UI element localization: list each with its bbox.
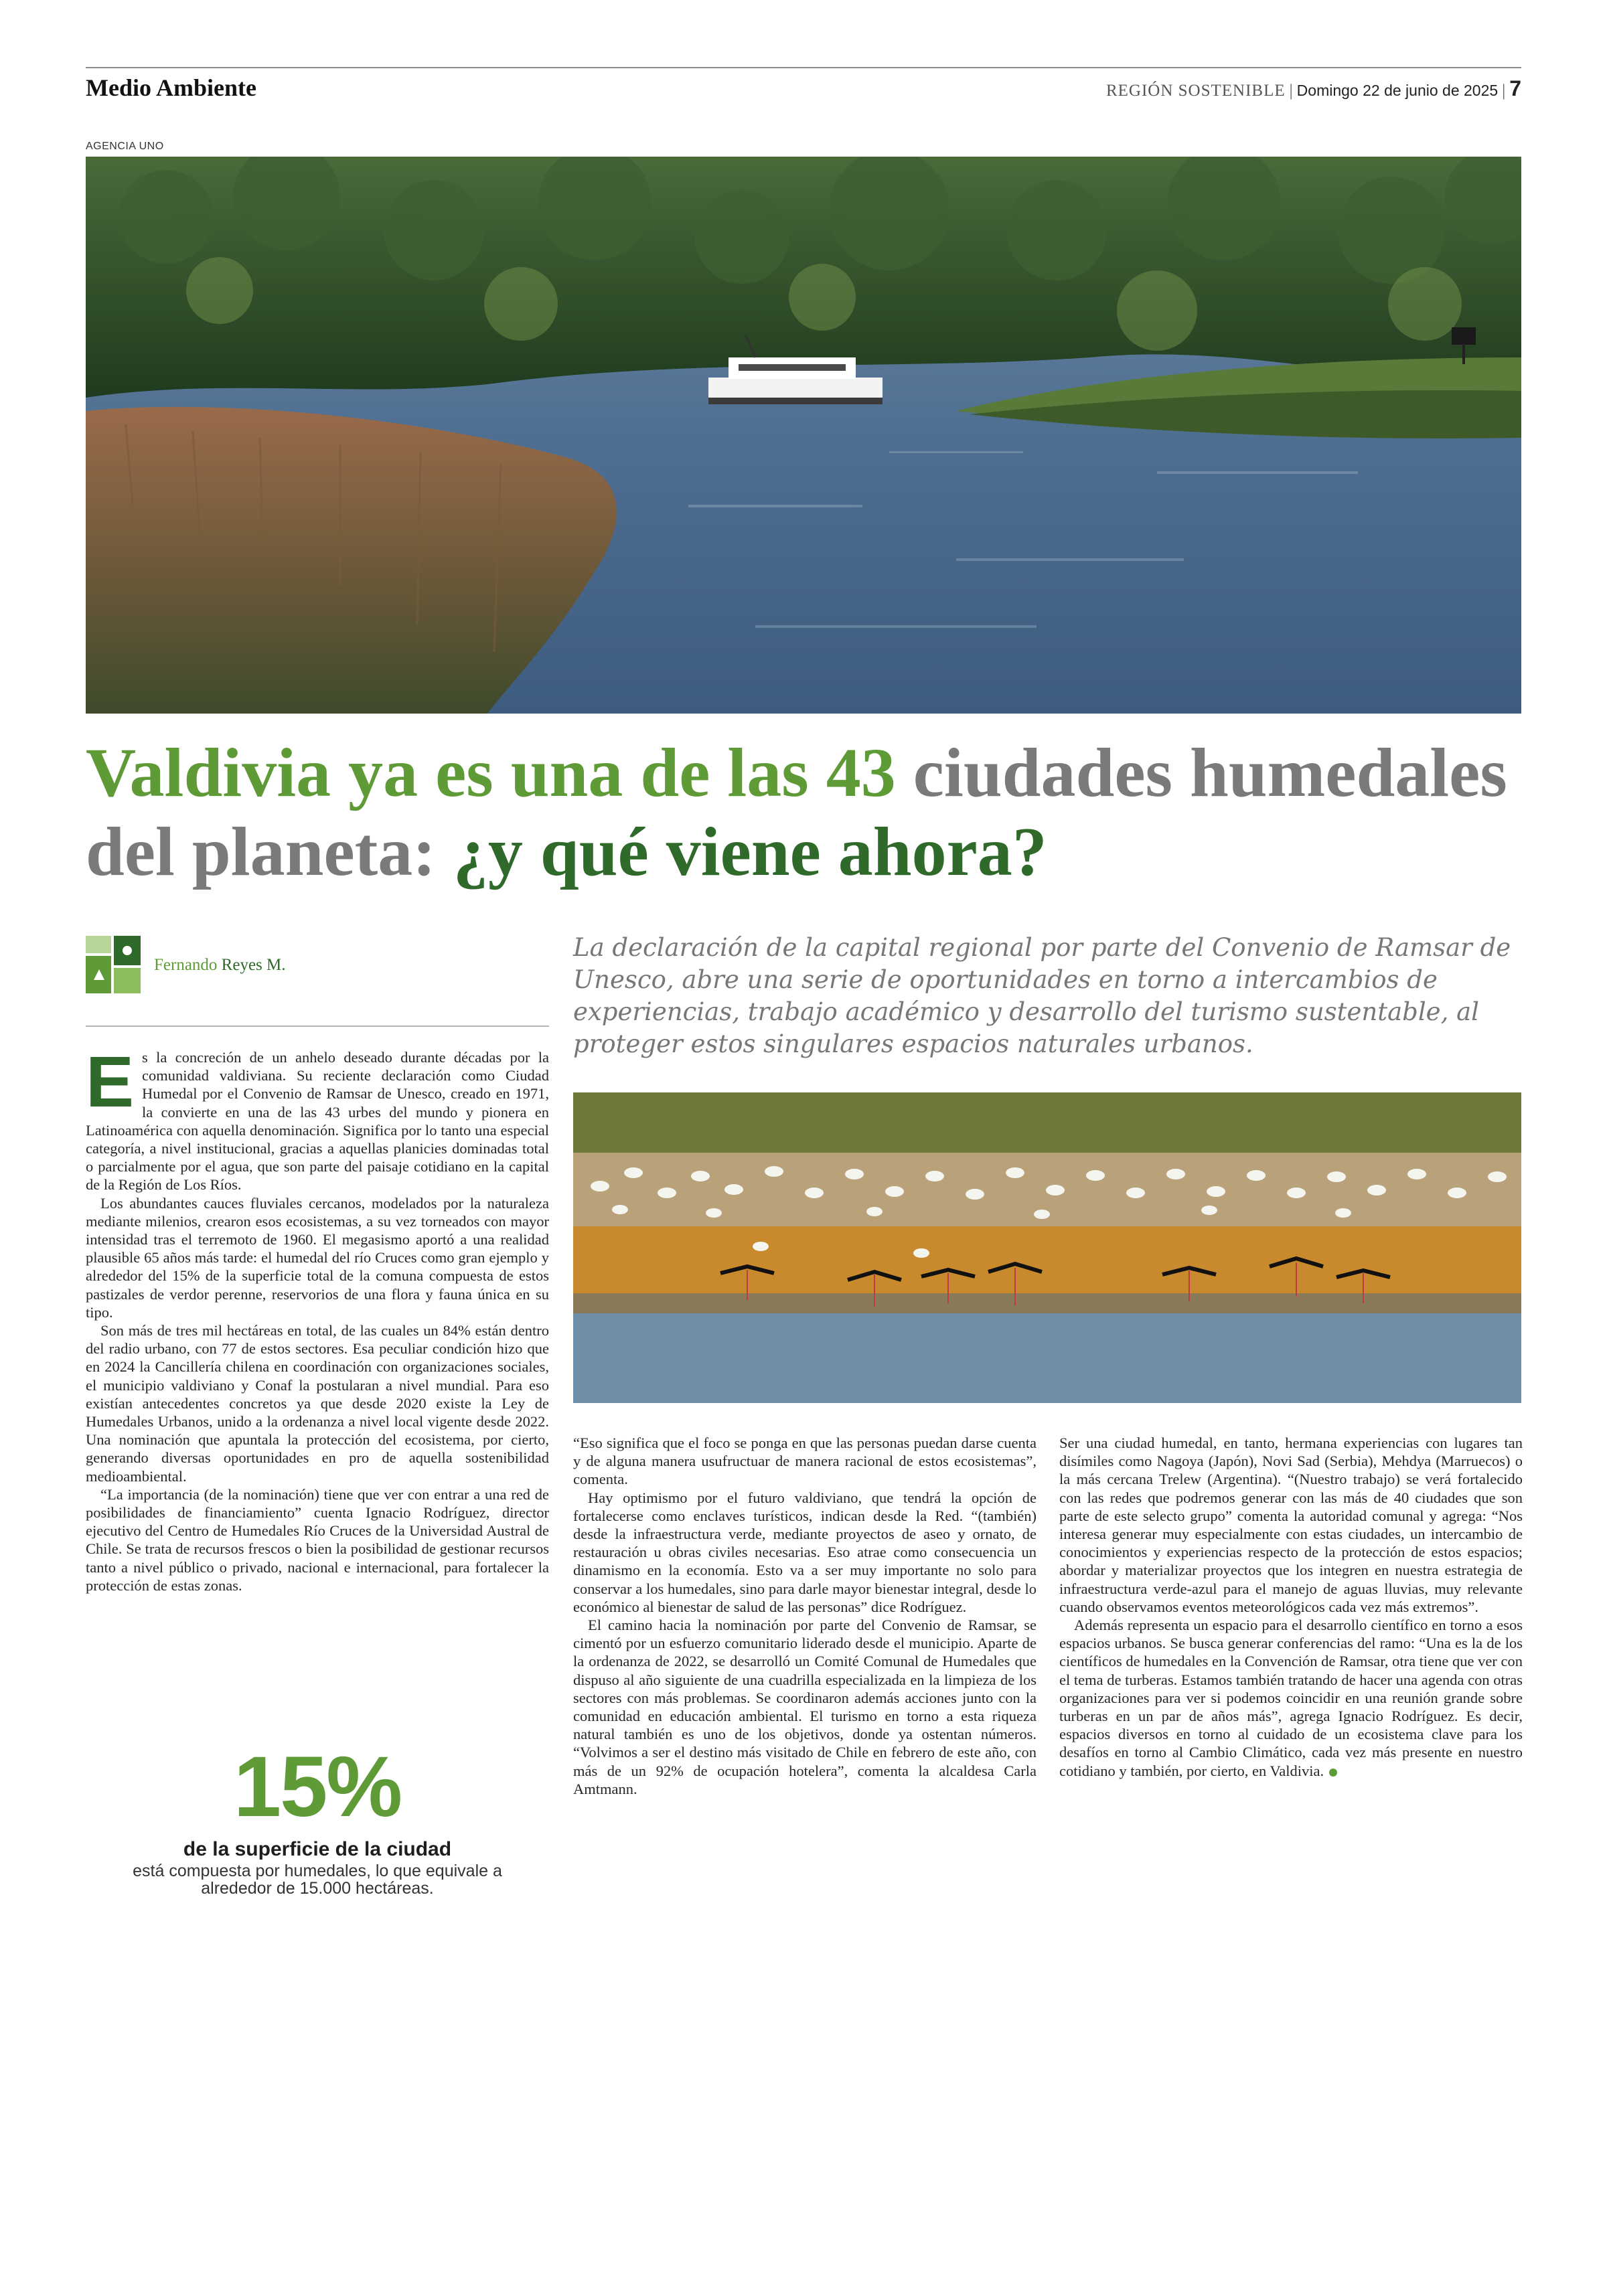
issue-date: Domingo 22 de junio de 2025 (1296, 82, 1499, 99)
paper-name: REGIÓN SOSTENIBLE (1105, 82, 1286, 100)
top-rule (86, 67, 1521, 68)
photo-credit: AGENCIA UNO (86, 141, 164, 152)
headline-question: ¿y qué viene ahora? (435, 813, 1047, 890)
river-illustration (86, 157, 1521, 714)
col3-paragraph-2-text: Además representa un espacio para el desarrollo científico en torno a esos espacios urbanos. Se busca generar conferencias del ramo: “Una es la de los científicos de humedales en la Convención de Ramsar, otra tiene que ver con el tema de turberas. Estamos también tratando de hacer una agenda con otras organizaciones para ver si podemos coincidir en una reunión grande sobre turberas en un par de años más”, agrega Ignacio Rodríguez. Es decir, espacios diversos en torno al cuidado de un ecosistema clave para los desafíos en torno al Cambio Climático, cada vez más presente en nuestro cotidiano y también, por cierto, en Valdivia. (1059, 1617, 1523, 1779)
col2-paragraph-1: “Eso significa que el foco se ponga en que las personas puedan darse cuenta y de alguna manera usufructuar de manera racional de estos ecosistemas”, comenta. (573, 1434, 1037, 1488)
drop-cap: E (86, 1041, 135, 1122)
wetland-birds-illustration (573, 1092, 1521, 1403)
author-last-name: Reyes M. (221, 956, 286, 974)
headline-light: ciudades humedales del planeta: (86, 734, 1507, 890)
stat-description: está compuesta por humedales, lo que equivale a alrededor de 15.000 hectáreas. (133, 1862, 502, 1898)
author-first-name: Fernando (154, 956, 218, 974)
byline (86, 936, 286, 995)
birds-photo (573, 1092, 1521, 1403)
col1-paragraph-2: Los abundantes cauces fluviales cercanos, modelados por la naturaleza mediante milenios, crearon esos ecosistemas, a su vez torneados con mayor intensidad tras el terremoto de 1960. El megasismo aportó a una realidad plausible 65 años más tarde: el humedal del río Cruces como gran ejemplo y alrededor del 15% de la superficie total de la comuna compuesta de estos pastizales de verdor perenne, reservorios de una flora y fauna única en su tipo. (86, 1194, 549, 1321)
col2-paragraph-3: El camino hacia la nominación por parte del Convenio de Ramsar, se cimentó por un esfuerzo comunitario liderado desde el municipio. Aparte de la ordenanza de 2022, se desarrolló un Comité Comunal de Humedales que dispuso al año siguiente de una cuadrilla especializada en la limpieza de los sectores con más problemas. Se coordinaron además acciones junto con la comunidad en educación ambiental. El turismo en torno a esta riqueza natural también es uno de los objetivos, donde ya ostentan números. “Volvimos a ser el destino más visitado de Chile en febrero de este año, con más de un 92% de ocupación hotelera”, comenta la alcaldesa Carla Amtmann. (573, 1617, 1037, 1797)
col3-paragraph-2 (1059, 1616, 1523, 1780)
col3-paragraph-1: Ser una ciudad humedal, en tanto, hermana experiencias con lugares tan disímiles como Nagoya (Japón), Novi Sad (Serbia), Mehdya (Marruecos) o la más cercana Trelew (Argentina). “(Nuestro trabajo) se verá fortalecido con las redes que podremos generar con las más de 40 ciudades que son parte de este selecto grupo” comenta la autoridad comunal y agrega: “Nos interesa generar muy especialmente con estas ciudades, un intercambio de conocimientos y experiencias respecto de la protección de estos espacios; abordar y materializar proyectos que los integren en nuestra estrategia de infraestructura verde-azul para el manejo de aguas lluvias, muy relevante cuando observamos eventos meteorológicos cada vez más extremos”. (1059, 1434, 1523, 1615)
main-photo-river (86, 157, 1521, 714)
stat-value: 15% (233, 1739, 402, 1835)
end-mark-icon (1329, 1769, 1337, 1777)
region-sostenible-logo-icon (86, 936, 141, 995)
author-name (154, 956, 286, 975)
column-3 (1059, 1434, 1523, 1780)
folio (1106, 76, 1521, 101)
section-title: Medio Ambiente (86, 74, 256, 101)
page-number: 7 (1509, 76, 1521, 100)
column-2 (573, 1434, 1037, 1798)
col1-paragraph-3: Son más de tres mil hectáreas en total, de las cuales un 84% están dentro del radio urbano, con 77 de estos sectores. Esa peculiar condición hizo que en 2024 la Cancillería chilena en coordinación con organizaciones sociales, el municipio valdiviano y Conaf la postularan a nivel mundial. Para eso existían antecedentes concretos ya que desde 2020 existe la Ley de Humedales Urbanos, unido a la ordenanza a nivel local vigente desde 2022. Una nominación que apuntala la protección del ecosistema, por cierto, generando diversas oportunidades en pro de aquella sostenibilidad medioambiental. (86, 1322, 549, 1485)
lead-paragraph: La declaración de la capital regional por parte del Convenio de Ramsar de Unesco, abre una serie de oportunidades en torno a intercambios de experiencias, trabajo académico y desarrollo del turismo sustentable, al proteger estos singulares espacios naturales urbanos. (573, 933, 1511, 1058)
byline-rule (86, 1026, 549, 1027)
stat-label: de la superficie de la ciudad (183, 1838, 452, 1860)
folio-separator: | (1289, 82, 1293, 100)
folio-separator-2: | (1502, 82, 1506, 100)
column-1 (86, 1041, 549, 1594)
headline (86, 734, 1521, 892)
col1-paragraph-4: “La importancia (de la nominación) tiene que ver con entrar a una red de posibilidades de financiamiento” cuenta Ignacio Rodríguez, director ejecutivo del Centro de Humedales Río Cruces de la Universidad Austral de Chile. Se trata de recursos frescos o bien la posibilidad de gestionar recursos tanto a nivel público o privado, nacional e internacional, para fortalecer la protección de estas zonas. (86, 1485, 549, 1594)
col2-paragraph-2: Hay optimismo por el futuro valdiviano, que tendrá la opción de fortalecerse como enclaves turísticos, indican desde la Red. “(también) desde la infraestructura verde, mediante proyectos de aseo y ornato, de restauración u obras civiles necesarias. Eso atrae como consecuencia un dinamismo en la economía. Esto va a ser muy importante no solo para conservar a los humedales, sino para darle mayor bienestar integral, desde lo económico al bienestar de salud de las personas” dice Rodríguez. (573, 1489, 1037, 1615)
col1-paragraph-1: s la concreción de un anhelo deseado durante décadas por la comunidad valdiviana. Su reciente declaración como Ciudad Humedal por el Convenio de Ramsar de Unesco, creado en 1971, la convierte en una de las 43 urbes del mundo y pionera en Latinoamérica con aquella denominación. Significa por lo tanto una especial categoría, a nivel institucional, gracias a aquellas planicies dominadas total o parcialmente por el agua, que son parte del paisaje cotidiano en la capital de la Región de Los Ríos. (86, 1049, 549, 1194)
stat-callout (86, 1740, 549, 1897)
headline-bold: Valdivia ya es una de las 43 (86, 734, 896, 811)
